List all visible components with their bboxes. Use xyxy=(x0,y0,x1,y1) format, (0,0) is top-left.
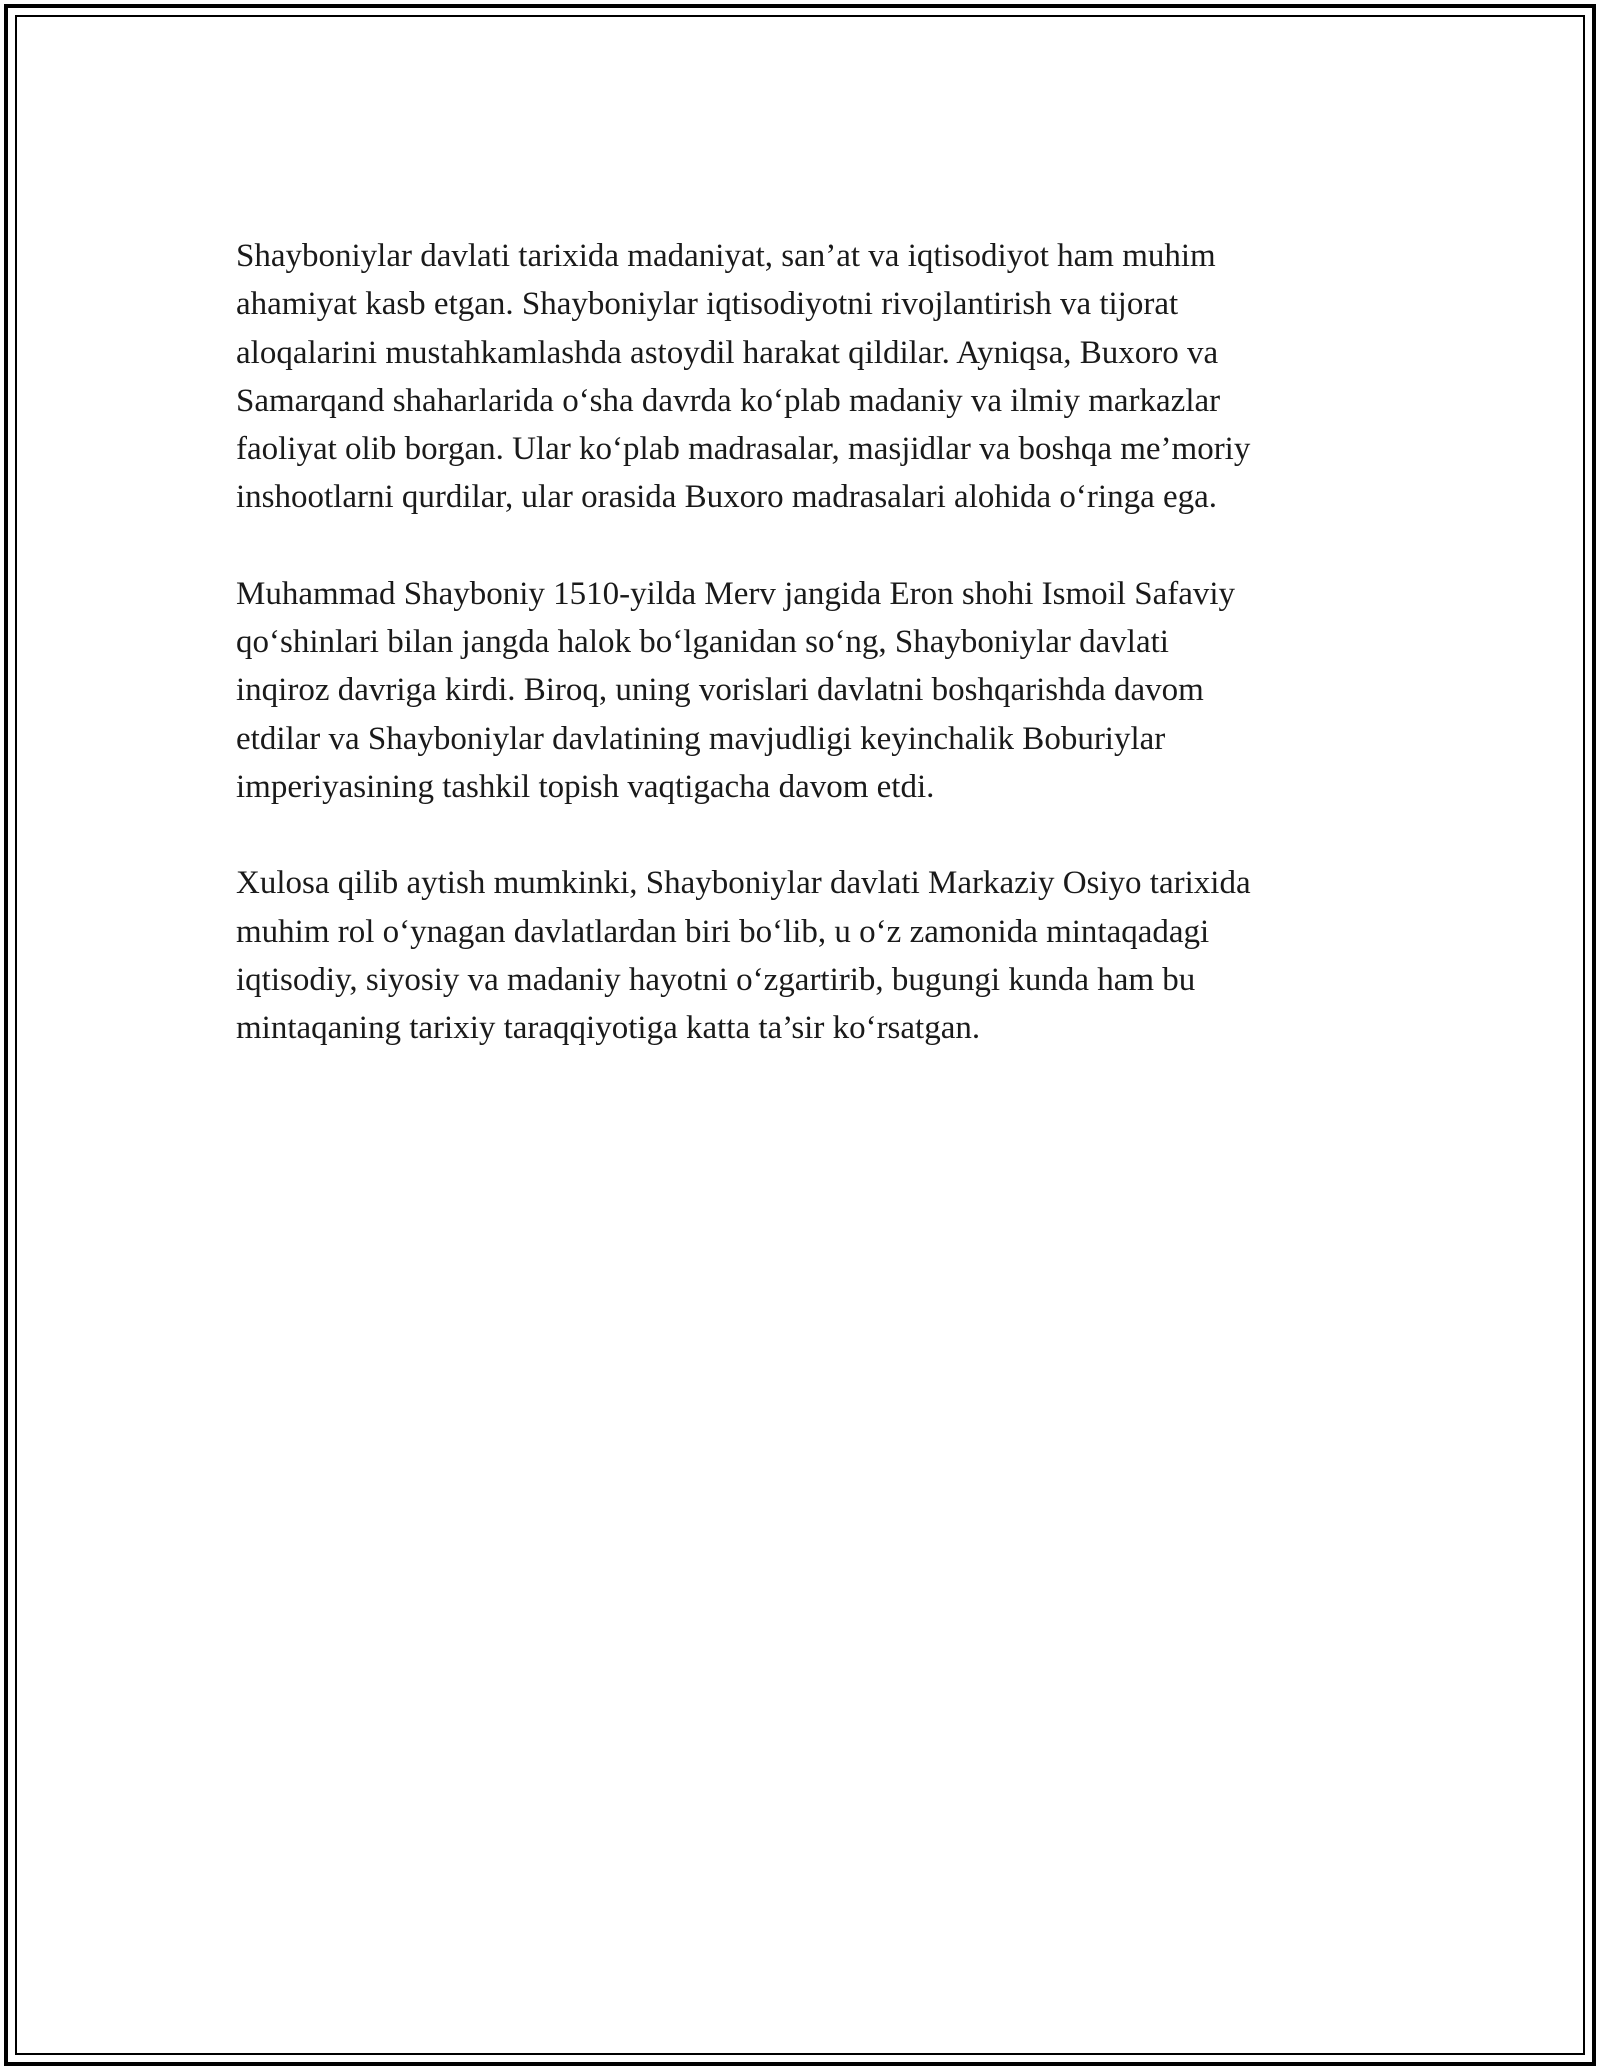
paragraph-1 xyxy=(236,232,1376,522)
paragraph-line: iqtisodiy, siyosiy va madaniy hayotni o‘zgartirib, bugungi kunda ham bu xyxy=(236,961,1196,998)
paragraph-line: etdilar va Shayboniylar davlatining mavjudligi keyinchalik Boburiylar xyxy=(236,720,1166,757)
paragraph-line: aloqalarini mustahkamlashda astoydil harakat qildilar. Ayniqsa, Buxoro va xyxy=(236,334,1219,371)
paragraph-line: mintaqaning tarixiy taraqqiyotiga katta ta’sir ko‘rsatgan. xyxy=(236,1010,981,1047)
paragraph-2 xyxy=(236,570,1376,811)
paragraph-line: Shayboniylar davlati tarixida madaniyat, san’at va iqtisodiyot ham muhim xyxy=(236,238,1216,274)
paragraph-line: Xulosa qilib aytish mumkinki, Shayboniylar davlati Markaziy Osiyo tarixida xyxy=(236,865,1251,902)
paragraph-line: qo‘shinlari bilan jangda halok bo‘lganidan so‘ng, Shayboniylar davlati xyxy=(236,624,1169,661)
paragraph-3 xyxy=(236,859,1376,1052)
paragraph-line: imperiyasining tashkil topish vaqtigacha davom etdi. xyxy=(236,768,935,805)
document-body xyxy=(236,232,1376,1100)
paragraph-line: Muhammad Shayboniy 1510-yilda Merv jangida Eron shohi Ismoil Safaviy xyxy=(236,575,1236,612)
paragraph-line: ahamiyat kasb etgan. Shayboniylar iqtisodiyotni rivojlantirish va tijorat xyxy=(236,286,1179,323)
paragraph-line: inqiroz davriga kirdi. Biroq, uning vorislari davlatni boshqarishda davom xyxy=(236,672,1204,709)
paragraph-line: muhim rol o‘ynagan davlatlardan biri bo‘lib, u o‘z zamonida mintaqadagi xyxy=(236,913,1210,950)
paragraph-line: Samarqand shaharlarida o‘sha davrda ko‘plab madaniy va ilmiy markazlar xyxy=(236,382,1221,419)
paragraph-line: faoliyat olib borgan. Ular ko‘plab madrasalar, masjidlar va boshqa me’moriy xyxy=(236,431,1251,468)
paragraph-line: inshootlarni qurdilar, ular orasida Buxoro madrasalari alohida o‘ringa ega. xyxy=(236,479,1218,516)
